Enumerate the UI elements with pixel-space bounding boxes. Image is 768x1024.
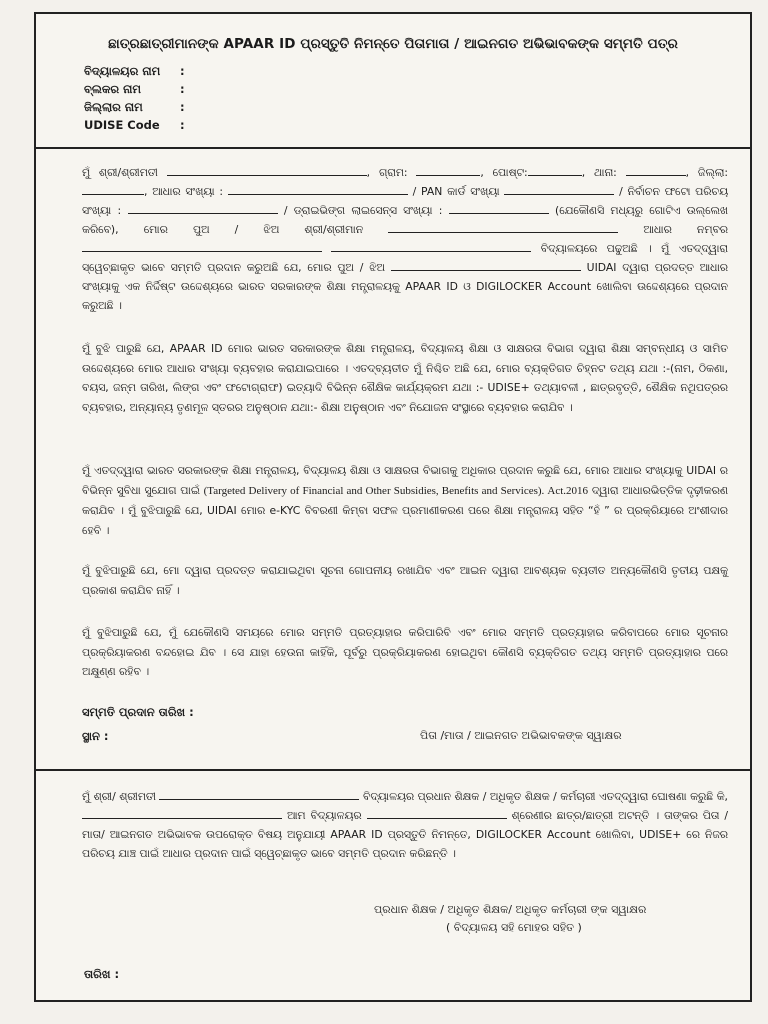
udise-code-label: UDISE Code [84, 118, 160, 132]
district-name-row [84, 98, 185, 116]
text-driving-license: / ଡ୍ରାଇଭିଙ୍ଗ ଲାଇସେନ୍ସ ସଂଖ୍ୟା : [283, 204, 443, 217]
consent-date-label: ସମ୍ମତି ପ୍ରଦାନ ତାରିଖ : [82, 705, 194, 719]
school-name-sep: : [180, 64, 185, 78]
district-name-sep: : [180, 100, 185, 114]
voter-id-blank[interactable] [128, 201, 278, 214]
text-thana: , ଥାନା: [581, 166, 617, 179]
district-blank[interactable] [82, 182, 144, 195]
child-name-blank-2[interactable] [391, 258, 581, 271]
driving-license-blank[interactable] [449, 201, 549, 214]
parent-consent-section [36, 149, 750, 771]
thana-blank[interactable] [626, 163, 686, 176]
class-blank[interactable] [367, 806, 507, 819]
text-post: , ପୋଷ୍ଟ: [480, 166, 528, 179]
child-name-blank[interactable] [388, 220, 618, 233]
text-studying: ବିଦ୍ୟାଳୟରେ ପଢୁଅଛି । ମୁଁ ଏତଦ୍‌ଦ୍ୱାରା ସ୍ୱେଚ୍ଛାକୃତ ଭାବେ ସମ୍ମତି ପ୍ରଦାନ କରୁଅଛି ଯେ, ମୋର ପୁଅ / ଝିଅ [82, 242, 728, 274]
post-blank[interactable] [528, 163, 582, 176]
form-title: ଛାତ୍ରଛାତ୍ରୀମାନଙ୍କ APAAR ID ପ୍ରସ୍ତୁତି ନିମନ୍ତେ ପିତାମାତା / ଆଇନଗତ ଅଭିଭାବକଙ୍କ ସମ୍ମତି ପତ୍ର [108, 36, 678, 52]
school-blank[interactable] [331, 239, 531, 252]
pan-blank[interactable] [504, 182, 614, 195]
consent-paragraph-5: ମୁଁ ବୁଝିପାରୁଛି ଯେ, ମୁଁ ଯେକୌଣସି ସମୟରେ ମୋର ସମ୍ମତି ପ୍ରତ୍ୟାହାର କରିପାରିବି ଏବଂ ମୋର ସମ୍ମତି ପ୍ରତ୍ୟାହାର କରିବାପରେ ମୋର ସୂଚନାର ପ୍ରକ୍ରିୟାକରଣ ବନ୍ଦହୋଇ ଯିବ । ସେ ଯାହା ହେଉନା କାହିଁକି, ପୂର୍ବରୁ ପ୍ରକ୍ରିୟାକରଣ ହୋଇଥିବା କୌଣସି ବ୍ୟକ୍ତିଗତ ତଥ୍ୟ ସମ୍ମତି ପ୍ରତ୍ୟାହାର ପରେ ଅକ୍ଷୁଣ୍ଣ ରହିବ । [82, 626, 728, 679]
text-authentication: ଦ୍ୱାରା ଆଧାରଭିତ୍ତିକ ଦୃଢ଼ୀକରଣ କରାଯିବ । ମୁଁ ବୁଝିପାରୁଛି ଯେ, UIDAI ମୋର e-KYC ବିବରଣୀ କିମ୍ବା ସଫଳ ପ୍ରମାଣୀକରଣ ପରେ ଶିକ୍ଷା ମନ୍ତ୍ରାଳୟ ସହିତ “ହଁ ” ର ପ୍ରକ୍ରିୟାରେ ଅଂଶୀଦାର ହେବି । [82, 483, 728, 537]
child-aadhaar-blank[interactable] [82, 239, 322, 252]
text-voter-id: / ନିର୍ବାଚନ ଫଟୋ ପରିଚୟ ସଂଖ୍ୟା : [82, 185, 729, 217]
text-our-school: ଆମ ବିଦ୍ୟାଳୟର [286, 809, 362, 822]
text-decl-body: ଶ୍ରେଣୀର ଛାତ୍ର/ଛାତ୍ରୀ ଅଟନ୍ତି । ତାଙ୍କର ପିତା / ମାତା/ ଆଇନଗତ ଅଭିଭାବକ ଉପରୋକ୍ତ ବିଷୟ ଅନୁଯାୟୀ APAAR ID ପ୍ରସ୍ତୁତି ନିମନ୍ତେ, DIGILOCKER Account ଖୋଲିବା, UDISE+ ରେ ନିଜର ପରିଚୟ ଯାଞ୍ଚ ପାଇଁ ଆଧାର ପ୍ରଦାନ ପାଇଁ ସ୍ୱେଚ୍ଛାକୃତ ଭାବେ ସମ୍ମତି ପ୍ରଦାନ କରିଛନ୍ତି । [82, 809, 729, 860]
consent-paragraph-3 [82, 461, 728, 540]
udise-code-row [84, 116, 185, 134]
block-name-sep: : [180, 82, 185, 96]
declaration-section [36, 771, 750, 1000]
block-name-label: ବ୍ଲକର ନାମ [84, 82, 141, 96]
block-name-row [84, 80, 185, 98]
header-section [36, 14, 750, 149]
declaration-date-label: ତାରିଖ : [84, 967, 120, 981]
text-child-aadhaar: ଆଧାର ନମ୍ବର [643, 223, 728, 236]
text-aadhaar-number: , ଆଧାର ସଂଖ୍ୟା : [144, 185, 224, 198]
district-name-label: ଜିଲ୍ଲାର ନାମ [84, 100, 143, 114]
declaration-paragraph [82, 787, 728, 863]
parent-signature-label: ପିତା /ମାତା / ଆଇନଗତ ଅଭିଭାବକଙ୍କ ସ୍ୱାକ୍ଷର [420, 729, 622, 742]
text-authorize: ମୁଁ ଏତଦ୍‌ଦ୍ୱାରା ଭାରତ ସରକାରଙ୍କ ଶିକ୍ଷା ମନ୍ତ୍ରାଳୟ, ବିଦ୍ୟାଳୟ ଶିକ୍ଷା ଓ ସାକ୍ଷରତା ବିଭାଗକୁ ଅଧିକାର ପ୍ରଦାନ କରୁଛି ଯେ, ମୋର ଆଧାର ସଂଖ୍ୟାକୁ UIDAI ର ବିଭିନ୍ନ ସୁବିଧା ସୁଯୋଗ ପାଇଁ [82, 464, 728, 497]
text-district: , ଜିଲ୍ଲା: [685, 166, 729, 179]
school-seal-note: ( ବିଦ୍ୟାଳୟ ସହି ମୋହର ସହିତ ) [446, 921, 582, 934]
headmaster-signature-label: ପ୍ରଧାନ ଶିକ୍ଷକ / ଅଧିକୃତ ଶିକ୍ଷକ/ ଅଧିକୃତ କର୍ମଚାରୀ ଙ୍କ ସ୍ୱାକ୍ଷର [374, 903, 647, 916]
school-name-row [84, 62, 185, 80]
text-decl-shri: ମୁଁ ଶ୍ରୀ/ ଶ୍ରୀମତୀ [82, 790, 156, 803]
text-uidai-consent: UIDAI ଦ୍ୱାରା ପ୍ରଦତ୍ତ ଆଧାର ସଂଖ୍ୟାକୁ ଏକ ନିର୍ଦ୍ଦିଷ୍ଟ ଉଦ୍ଦେଶ୍ୟରେ ଭାରତ ସରକାରଙ୍କ ଶିକ୍ଷା ମନ୍ତ୍ରାଳୟକୁ APAAR ID ଓ DIGILOCKER Account ଖୋଲିବା ଉଦ୍ଦେଶ୍ୟରେ ପ୍ରଦାନ କରୁଅଛି । [82, 261, 728, 312]
student-name-blank[interactable] [82, 806, 282, 819]
text-pan: / PAN କାର୍ଡ ସଂଖ୍ୟା [412, 185, 500, 198]
school-info [84, 62, 185, 134]
text-village: , ଗ୍ରାମ: [366, 166, 408, 179]
parent-name-blank[interactable] [167, 163, 367, 176]
text-shri-shrimati: ମୁଁ ଶ୍ରୀ/ଶ୍ରୀମତୀ [82, 166, 158, 179]
text-decl-role: ବିଦ୍ୟାଳୟର ପ୍ରଧାନ ଶିକ୍ଷକ / ଅଧିକୃତ ଶିକ୍ଷକ / କର୍ମଚାରୀ ଏତଦ୍‌ଦ୍ୱାରା ଘୋଷଣା କରୁଛି କି, [362, 790, 728, 803]
consent-paragraph-2: ମୁଁ ବୁଝି ପାରୁଛି ଯେ, APAAR ID ମୋର ଭାରତ ସରକାରଙ୍କ ଶିକ୍ଷା ମନ୍ତ୍ରାଳୟ, ବିଦ୍ୟାଳୟ ଶିକ୍ଷା ଓ ସାକ୍ଷରତା ବିଭାଗ ଦ୍ୱାରା ଶିକ୍ଷା ସମ୍ବନ୍ଧୀୟ ଓ ସାମିତ ଉଦ୍ଦେଶ୍ୟରେ ମୋର ଆଧାର ସଂଖ୍ୟା ବ୍ୟବହାର କରାଯାଇପାରେ । ଏତଦ୍‌ବ୍ୟତୀତ ମୁଁ ନିଶ୍ଚିତ ଅଛି ଯେ, ମୋର ବ୍ୟକ୍ତିଗତ ଚିହ୍ନଟ ତଥ୍ୟ ଯଥା :-(ନାମ, ଠିକଣା, ବୟସ, ଜନ୍ମ ତାରିଖ, ଲିଙ୍ଗ ଏବଂ ଫଟୋଗ୍ରାଫ) ଇତ୍ୟାଦି ବିଭିନ୍ନ ଶୈକ୍ଷିକ କାର୍ଯ୍ୟକ୍ରମ ଯଥା :- UDISE+ ତଥ୍ୟାବଳୀ , ଛାତ୍ରବୃତ୍ତି, ଶୈକ୍ଷିକ ନଥିପତ୍ରର ବ୍ୟବହାର, ଅନ୍ୟାନ୍ୟ ତୃଣମୂଳ ସ୍ତରର ଅନୁଷ୍ଠାନ ଯଥା:- ଶିକ୍ଷା ଅନୁଷ୍ଠାନ ଏବଂ ନିଯୋଜନ ସଂସ୍ଥାରେ ବ୍ୟବହାର କରାଯିବ । [82, 342, 728, 414]
teacher-name-blank[interactable] [159, 787, 359, 800]
consent-paragraph-1 [82, 163, 728, 315]
school-name-label: ବିଦ୍ୟାଳୟର ନାମ [84, 64, 161, 78]
place-label: ସ୍ଥାନ : [82, 729, 109, 743]
text-child-intro: (ଯେକୌଣସି ମଧ୍ୟରୁ ଗୋଟିଏ ଉଲ୍ଲେଖ କରିବେ), ମୋର ପୁଅ / ଝିଅ ଶ୍ରୀ/ଶ୍ରୀମାନ [82, 204, 728, 236]
udise-code-sep: : [180, 118, 185, 132]
aadhaar-blank[interactable] [228, 182, 408, 195]
text-act-name: (Targeted Delivery of Financial and Other Subsidies, Benefits and Services). Act.2016 [203, 484, 589, 497]
village-blank[interactable] [416, 163, 480, 176]
consent-form [34, 12, 752, 1002]
consent-paragraph-4: ମୁଁ ବୁଝିପାରୁଛି ଯେ, ମୋ ଦ୍ୱାରା ପ୍ରଦତ୍ତ କରାଯାଇଥିବା ସୂଚନା ଗୋପନୀୟ ରଖାଯିବ ଏବଂ ଆଇନ ଦ୍ୱାରା ଆବଶ୍ୟକ ବ୍ୟତୀତ ଅନ୍ୟକୌଣସି ତୃତୀୟ ପକ୍ଷକୁ ପ୍ରକାଶ କରାଯିବ ନାହିଁ । [82, 564, 728, 597]
